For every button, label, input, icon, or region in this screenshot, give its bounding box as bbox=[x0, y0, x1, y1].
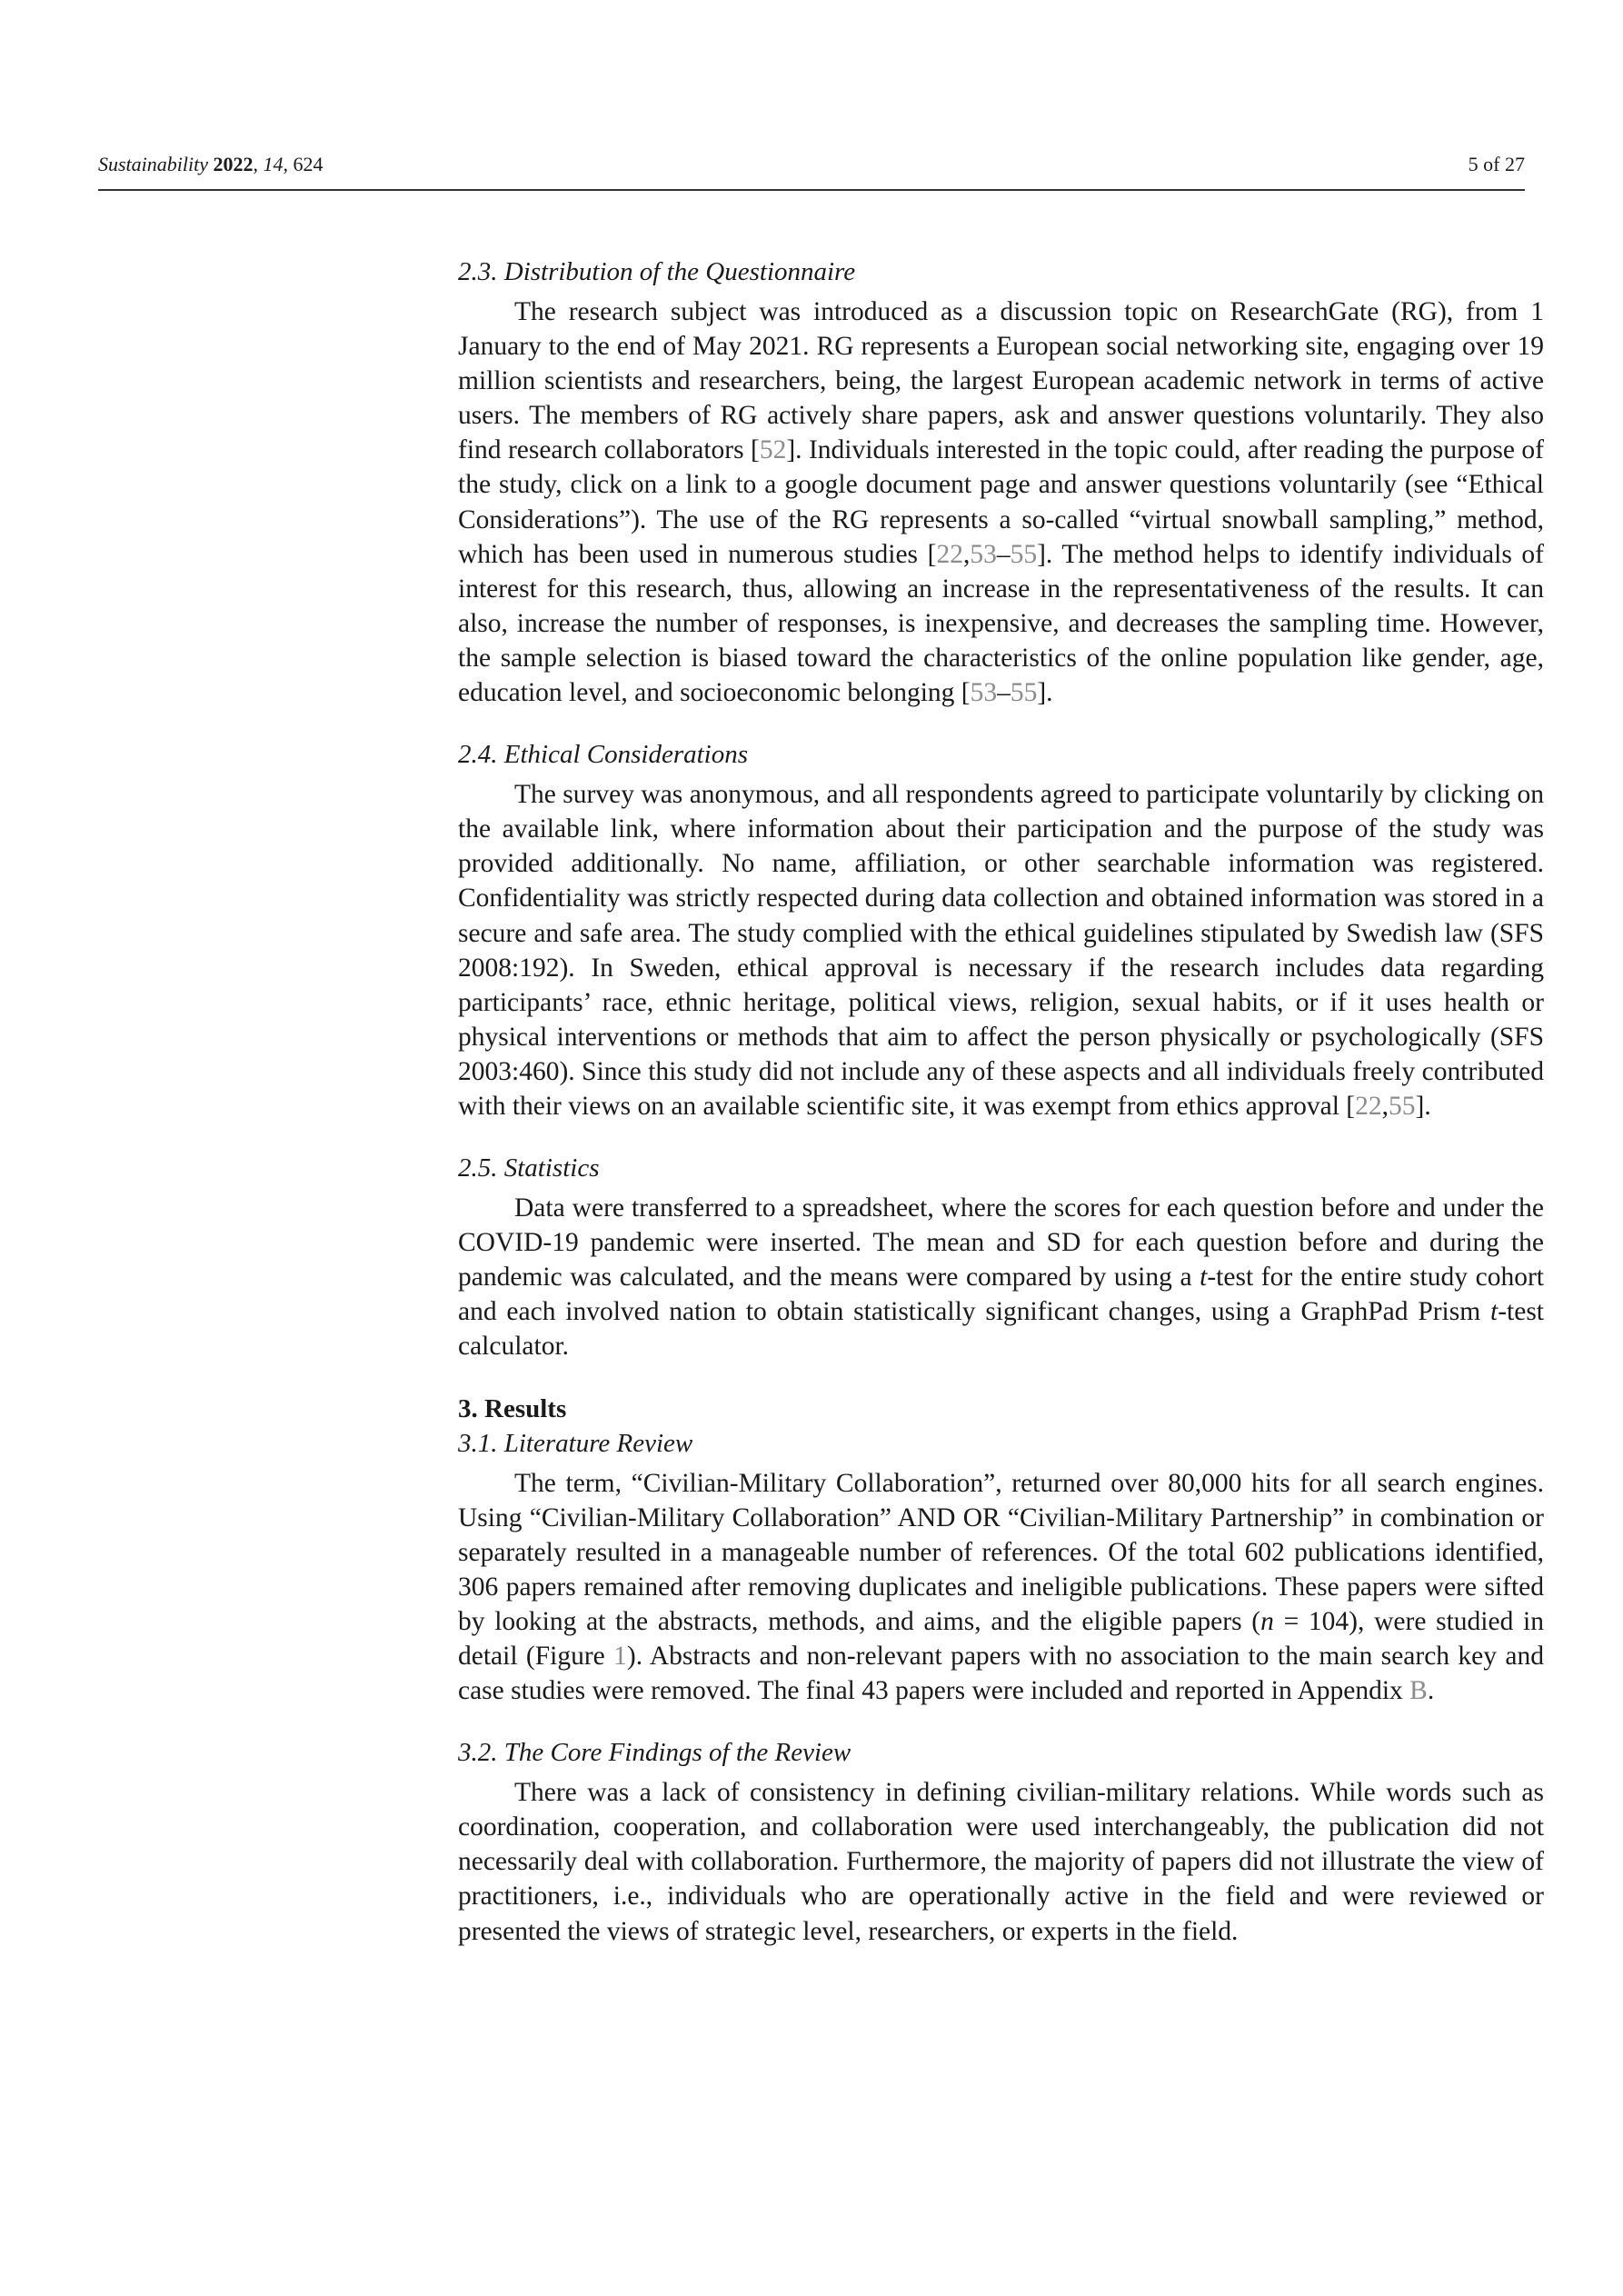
citation-link[interactable]: 52 bbox=[759, 435, 787, 465]
journal-name: Sustainability bbox=[98, 153, 208, 175]
citation-link[interactable]: 22 bbox=[936, 539, 963, 569]
citation-link[interactable]: 53 bbox=[970, 539, 997, 569]
section-2-5-title: 2.5. Statistics bbox=[458, 1153, 600, 1183]
section-2-3-title: 2.3. Distribution of the Questionnaire bbox=[458, 257, 856, 286]
journal-citation: Sustainability 2022, 14, 624 bbox=[98, 153, 324, 175]
page-number: 5 of 27 bbox=[1468, 153, 1525, 175]
article-body bbox=[458, 255, 1544, 1949]
running-header bbox=[98, 153, 1525, 191]
appendix-link[interactable]: B bbox=[1409, 1676, 1428, 1706]
citation-link[interactable]: 53 bbox=[970, 678, 998, 708]
journal-volume: 14 bbox=[263, 153, 284, 175]
citation-link[interactable]: 55 bbox=[1010, 539, 1038, 569]
section-3-2-title: 3.2. The Core Findings of the Review bbox=[458, 1738, 851, 1768]
journal-year: 2022 bbox=[213, 153, 254, 175]
citation-link[interactable]: 55 bbox=[1389, 1091, 1416, 1121]
section-3-title: 3. Results bbox=[458, 1393, 567, 1423]
section-2-4-title: 2.4. Ethical Considerations bbox=[458, 740, 748, 770]
section-3-1-title: 3.1. Literature Review bbox=[458, 1428, 693, 1458]
figure-link[interactable]: 1 bbox=[613, 1642, 627, 1671]
section-3-1-paragraph: The term, “Civilian-Military Collaboration”, returned over 80,000 hits for all search engines. Using “Civilian-Military Collaboration” AND OR “Civilian-Military Partnership” in combination or separately resulted in a manageable number of references. Of the total 602 publications identified, 306 papers remained after removing duplicates and ineligible publications. These papers were sifted by looking at the abstracts, methods, and aims, and the eligible papers (n = 104), were studied in detail (Figure 1). Abstracts and non-relevant papers with no association to the main search key and case studies were removed. The final 43 papers were included and reported in Appendix B. bbox=[458, 1468, 1545, 1706]
section-3-2-paragraph: There was a lack of consistency in defining civilian-military relations. While words such as coordination, cooperation, and collaboration were used interchangeably, the publication did not necessarily deal with collaboration. Furthermore, the majority of papers did not illustrate the view of practitioners, i.e., individuals who are operationally active in the field and were reviewed or presented the views of strategic level, researchers, or experts in the field. bbox=[458, 1778, 1544, 1946]
section-2-4-paragraph: The survey was anonymous, and all respondents agreed to participate voluntarily by clicking on the available link, where information about their participation and the purpose of the study was provided additionally. No name, affiliation, or other searchable information was registered. Confidentiality was strictly respected during data collection and obtained information was stored in a secure and safe area. The study complied with the ethical guidelines stipulated by Swedish law (SFS 2008:192). In Sweden, ethical approval is necessary if the research includes data regarding participants’ race, ethnic heritage, political views, religion, sexual habits, or if it uses health or physical interventions or methods that aim to affect the person physically or psychologically (SFS 2003:460). Since this study did not include any of these aspects and all individuals freely contributed with their views on an available scientific site, it was exempt from ethics approval [22,55]. bbox=[458, 780, 1544, 1121]
section-2-3-paragraph: The research subject was introduced as a discussion topic on ResearchGate (RG), from 1 January to the end of May 2021. RG represents a European social networking site, engaging over 19 million scientists and researchers, being, the largest European academic network in terms of active users. The members of RG actively share papers, ask and answer questions voluntarily. They also find research collaborators [52]. Individuals interested in the topic could, after reading the purpose of the study, click on a link to a google document page and answer questions voluntarily (see “Ethical Considerations”). The use of the RG represents a so-called “virtual snowball sampling,” method, which has been used in numerous studies [22,53–55]. The method helps to identify individuals of interest for this research, thus, allowing an increase in the representativeness of the results. It can also, increase the number of responses, is inexpensive, and decreases the sampling time. However, the sample selection is biased toward the characteristics of the online population like gender, age, education level, and socioeconomic belonging [53–55]. bbox=[458, 297, 1544, 708]
section-2-5-paragraph: Data were transferred to a spreadsheet, where the scores for each question before and under the COVID-19 pandemic were inserted. The mean and SD for each question before and during the pandemic was calculated, and the means were compared by using a t-test for the entire study cohort and each involved nation to obtain statistically significant changes, using a GraphPad Prism t-test calculator. bbox=[458, 1193, 1544, 1362]
citation-link[interactable]: 55 bbox=[1010, 678, 1038, 708]
citation-link[interactable]: 22 bbox=[1355, 1091, 1382, 1121]
article-number: 624 bbox=[293, 153, 324, 175]
